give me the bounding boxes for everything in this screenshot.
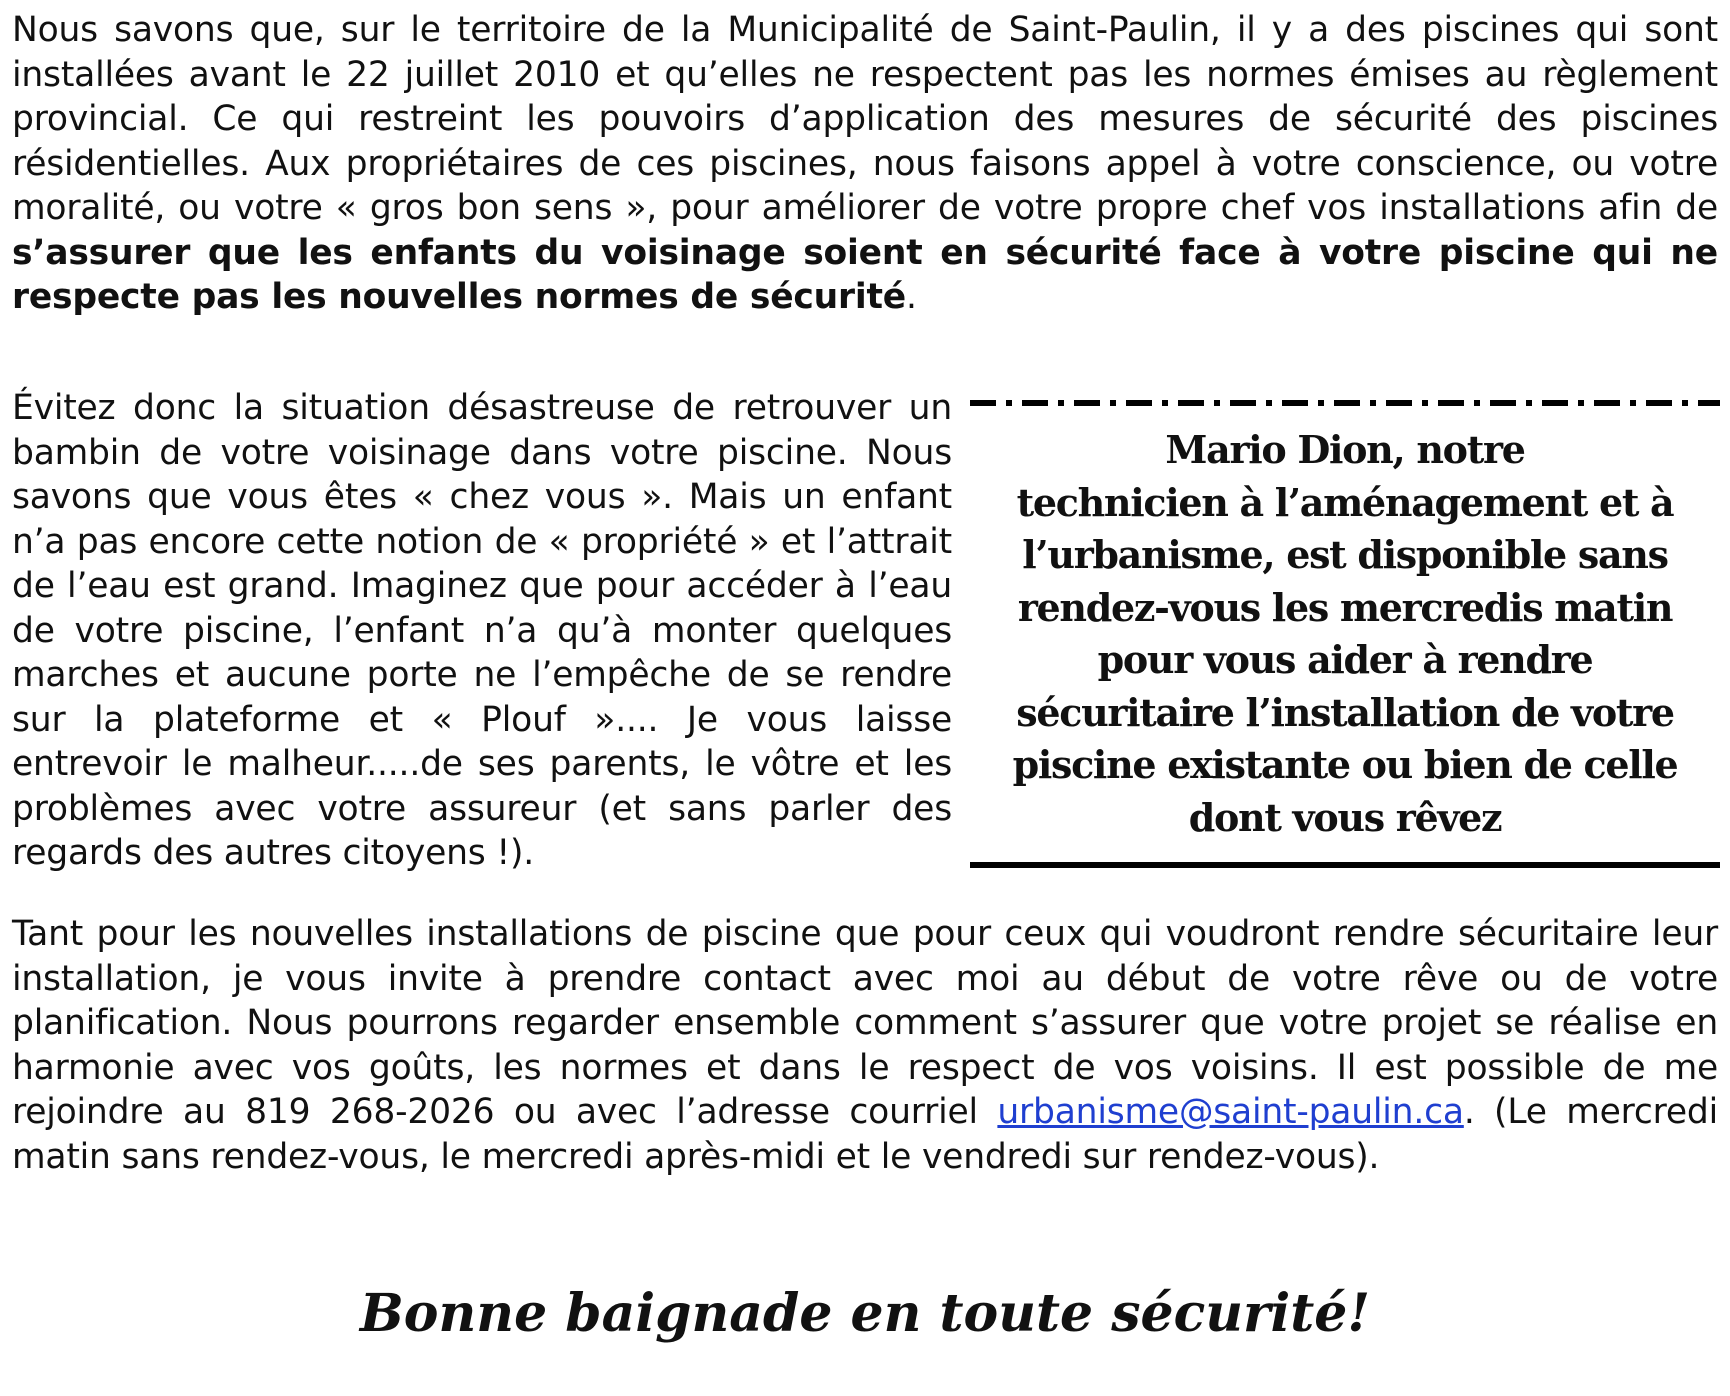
callout-line: dont vous rêvez xyxy=(1188,794,1502,840)
callout-line: piscine existante ou bien de celle xyxy=(1012,742,1678,787)
callout-line: Mario Dion, notre xyxy=(1165,427,1525,472)
callout-line: l’urbanisme, est disponible sans xyxy=(1022,532,1668,577)
callout-text xyxy=(970,424,1720,844)
email-link[interactable]: urbanisme@saint-paulin.ca xyxy=(997,1092,1464,1132)
contact-end-text: . (Le mercredi matin sans rendez-vous, le mercredi après-midi et le vendredi sur rendez-vous). xyxy=(12,1092,1719,1177)
intro-end-text: . xyxy=(905,277,917,317)
intro-text: Nous savons que, sur le territoire de la Municipalité de Saint-Paulin, il y a des piscines qui sont installées avant le 22 juillet 2010 et qu’elles ne respectent pas les normes émises au règlement provincial. Ce qui restreint les pouvoirs d’application des mesures de sécurité des piscines résidentielles. Aux propriétaires de ces piscines, nous faisons appel à votre conscience, ou votre moralité, ou votre « gros bon sens », pour améliorer de votre propre chef vos installations afin de xyxy=(12,10,1718,228)
callout-line: pour vous aider à rendre xyxy=(1097,637,1593,682)
callout-bottom-border xyxy=(970,862,1720,868)
contact-text: Tant pour les nouvelles installations de piscine que pour ceux qui voudront rendre sécuritaire leur installation, je vous invite à prendre contact avec moi au début de votre rêve ou de votre planification. Nous pourrons regarder ensemble comment s’assurer que votre projet se réalise en harmonie avec vos goûts, les normes et dans le respect de vos voisins. Il est possible de me rejoindre au 819 268-2026 ou avec l’adresse courriel xyxy=(12,914,1718,1132)
callout-line: rendez-vous les mercredis matin xyxy=(1017,584,1673,630)
closing-slogan: Bonne baignade en toute sécurité! xyxy=(359,1283,1371,1344)
technician-callout-box xyxy=(970,396,1720,872)
callout-line: sécuritaire l’installation de votre xyxy=(1016,689,1674,735)
warning-paragraph: Évitez donc la situation désastreuse de retrouver un bambin de votre voisinage dans votre piscine. Nous savons que vous êtes « chez vous ». Mais un enfant n’a pas encore cette notion de « propriété » et l’attrait de l’eau est grand. Imaginez que pour accéder à l’eau de votre piscine, l’enfant n’a qu’à monter quelques marches et aucune porte ne l’empêche de se rendre sur la plateforme et « Plouf ».... Je vous laisse entrevoir le malheur.....de ses parents, le vôtre et les problèmes avec votre assureur (et sans parler des regards des autres citoyens !). xyxy=(12,388,952,873)
callout-line: technicien à l’aménagement et à xyxy=(1016,479,1674,525)
contact-paragraph xyxy=(12,912,1718,1179)
callout-dashed-border xyxy=(970,396,1720,410)
intro-bold-text: s’assurer que les enfants du voisinage soient en sécurité face à votre piscine qui ne respecte pas les nouvelles normes de sécurité xyxy=(12,232,1718,317)
intro-paragraph xyxy=(12,8,1718,320)
